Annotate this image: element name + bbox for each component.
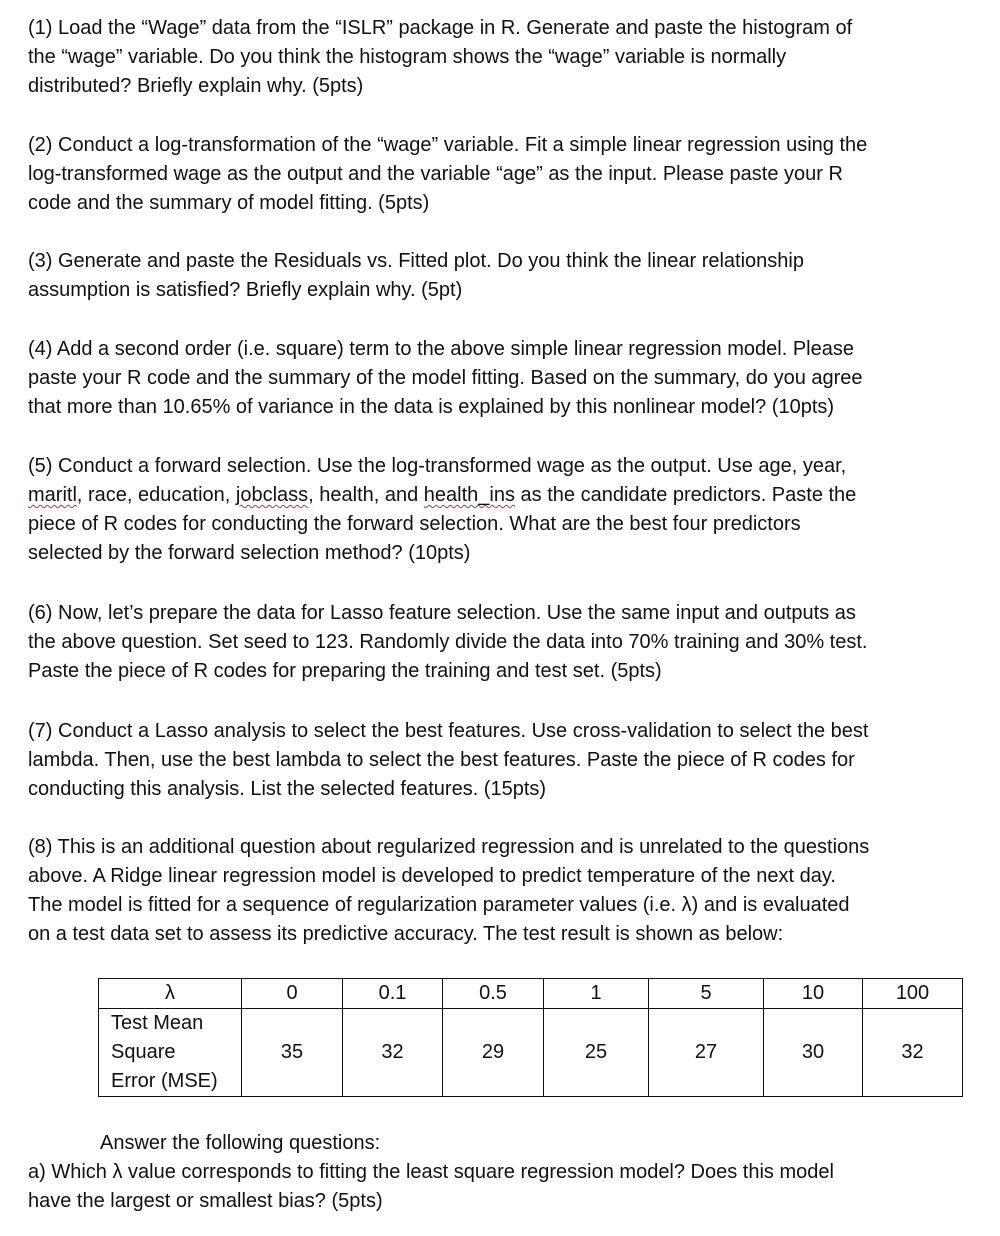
- lambda-value: 100: [863, 979, 963, 1009]
- spellcheck-word: maritl: [28, 484, 77, 506]
- question-line: the “wage” variable. Do you think the histogram shows the “wage” variable is normally: [28, 46, 787, 68]
- answer-section: [28, 1129, 968, 1216]
- question-3: [28, 247, 968, 305]
- question-line: (1) Load the “Wage” data from the “ISLR” package in R. Generate and paste the histogram of: [28, 17, 853, 39]
- question-line: The model is fitted for a sequence of regularization parameter values (i.e. λ) and is evaluated: [28, 894, 850, 916]
- lambda-row: [99, 979, 963, 1009]
- question-7: [28, 717, 968, 804]
- lambda-value: 5: [649, 979, 764, 1009]
- mse-row: [99, 1009, 963, 1097]
- lambda-value: 0.1: [343, 979, 443, 1009]
- ridge-mse-table: [98, 978, 963, 1097]
- question-line: (8) This is an additional question about regularized regression and is unrelated to the questions: [28, 836, 870, 858]
- question-line: the above question. Set seed to 123. Randomly divide the data into 70% training and 30% test.: [28, 631, 868, 653]
- question-line: piece of R codes for conducting the forward selection. What are the best four predictors: [28, 513, 801, 535]
- question-6: [28, 599, 968, 686]
- question-line: Paste the piece of R codes for preparing the training and test set. (5pts): [28, 660, 662, 682]
- question-line: (6) Now, let’s prepare the data for Lasso feature selection. Use the same input and outputs as: [28, 602, 856, 624]
- question-line: assumption is satisfied? Briefly explain why. (5pt): [28, 279, 463, 301]
- question-8: [28, 833, 968, 949]
- lambda-value: 1: [544, 979, 649, 1009]
- question-line-with-flags: maritl, race, education, jobclass, health, and health_ins as the candidate predictors. Paste the: [28, 484, 857, 506]
- question-a-line: have the largest or smallest bias? (5pts): [28, 1190, 383, 1212]
- question-line: (5) Conduct a forward selection. Use the log-transformed wage as the output. Use age, year,: [28, 455, 847, 477]
- mse-value: 30: [764, 1009, 863, 1097]
- question-line: (7) Conduct a Lasso analysis to select the best features. Use cross-validation to select the best: [28, 720, 869, 742]
- mse-value: 35: [242, 1009, 343, 1097]
- question-line: paste your R code and the summary of the model fitting. Based on the summary, do you agree: [28, 367, 863, 389]
- question-line: selected by the forward selection method? (10pts): [28, 542, 471, 564]
- lambda-header: λ: [99, 979, 242, 1009]
- question-line: that more than 10.65% of variance in the data is explained by this nonlinear model? (10pts): [28, 396, 835, 418]
- lambda-value: 0: [242, 979, 343, 1009]
- mse-value: 29: [443, 1009, 544, 1097]
- mse-value: 32: [863, 1009, 963, 1097]
- question-5: [28, 452, 968, 568]
- answer-intro: Answer the following questions:: [100, 1132, 381, 1154]
- question-line: log-transformed wage as the output and the variable “age” as the input. Please paste your R: [28, 163, 843, 185]
- mse-row-label: Test Mean Square Error (MSE): [99, 1009, 242, 1097]
- question-line: distributed? Briefly explain why. (5pts): [28, 75, 364, 97]
- question-line: conducting this analysis. List the selected features. (15pts): [28, 778, 547, 800]
- mse-value: 25: [544, 1009, 649, 1097]
- question-4: [28, 335, 968, 422]
- mse-value: 32: [343, 1009, 443, 1097]
- question-line: (4) Add a second order (i.e. square) term to the above simple linear regression model. Please: [28, 338, 854, 360]
- lambda-value: 0.5: [443, 979, 544, 1009]
- mse-value: 27: [649, 1009, 764, 1097]
- question-1: [28, 14, 968, 101]
- question-2: [28, 131, 968, 218]
- question-line: above. A Ridge linear regression model is developed to predict temperature of the next day.: [28, 865, 836, 887]
- spellcheck-word: health_ins: [423, 484, 515, 506]
- question-line: on a test data set to assess its predictive accuracy. The test result is shown as below:: [28, 923, 784, 945]
- question-a-line: a) Which λ value corresponds to fitting the least square regression model? Does this model: [28, 1161, 834, 1183]
- question-line: code and the summary of model fitting. (5pts): [28, 192, 430, 214]
- lambda-value: 10: [764, 979, 863, 1009]
- spellcheck-word: jobclass: [235, 484, 309, 506]
- question-line: (3) Generate and paste the Residuals vs. Fitted plot. Do you think the linear relationship: [28, 250, 804, 272]
- question-line: (2) Conduct a log-transformation of the “wage” variable. Fit a simple linear regression using the: [28, 134, 868, 156]
- question-line: lambda. Then, use the best lambda to select the best features. Paste the piece of R codes for: [28, 749, 855, 771]
